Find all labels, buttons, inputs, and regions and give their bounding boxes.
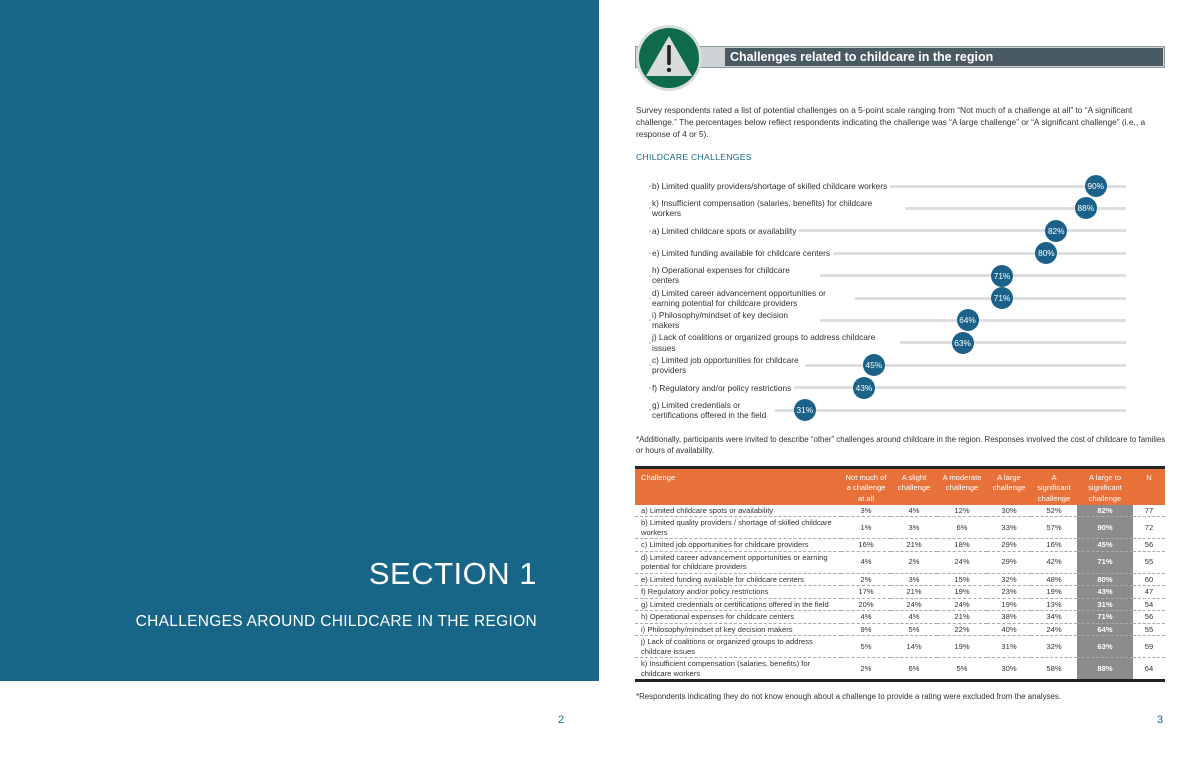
table-cell: 29% — [987, 539, 1031, 551]
table-cell: 4% — [841, 611, 891, 623]
challenges-table — [635, 466, 1165, 682]
table-cell: 3% — [891, 573, 937, 585]
table-summary-cell: 43% — [1077, 586, 1133, 598]
table-row — [635, 517, 1165, 539]
chart-category-label: b) Limited quality providers/shortage of skilled childcare workers — [652, 181, 890, 191]
table-header-cell: N — [1133, 468, 1165, 505]
chart-category-label: f) Regulatory and/or policy restrictions — [652, 383, 794, 393]
table-row-challenge: j) Lack of coalitions or organized groups to address childcare issues — [635, 636, 841, 658]
table-body — [635, 505, 1165, 681]
table-cell: 21% — [937, 611, 987, 623]
page-number-left: 2 — [558, 714, 565, 726]
table-cell: 77 — [1133, 505, 1165, 517]
warning-circle — [639, 28, 699, 88]
table-cell: 55 — [1133, 551, 1165, 573]
table-cell: 23% — [987, 586, 1031, 598]
table-cell: 19% — [937, 636, 987, 658]
table-cell: 2% — [891, 551, 937, 573]
table-cell: 31% — [987, 636, 1031, 658]
chart-tick-dot — [649, 185, 651, 187]
chart-value-bubble: 31% — [794, 399, 816, 421]
chart-category-label: a) Limited childcare spots or availability — [652, 226, 799, 236]
table-cell: 30% — [987, 658, 1031, 681]
table-cell: 64 — [1133, 658, 1165, 681]
table-cell: 24% — [1031, 623, 1077, 635]
table-cell: 6% — [891, 658, 937, 681]
chart-tick-dot — [649, 342, 651, 344]
chart-category-label: h) Operational expenses for childcare centers — [652, 265, 820, 286]
table-footnote: *Respondents indicating they do not know enough about a challenge to provide a rating were excluded from the analyses. — [636, 692, 1062, 701]
table-summary-cell: 71% — [1077, 551, 1133, 573]
chart-tick-dot — [649, 275, 651, 277]
warning-badge — [636, 25, 702, 91]
table-cell: 40% — [987, 623, 1031, 635]
other-challenges-note: *Additionally, participants were invited to describe “other” challenges around childcare in the region. Responses involved the cost of childcare to families or hours of availability. — [636, 435, 1166, 456]
table-row-challenge: i) Philosophy/mindset of key decision makers — [635, 623, 841, 635]
table-cell: 3% — [891, 517, 937, 539]
chart-category-label: j) Lack of coalitions or organized groups to address childcare issues — [652, 332, 900, 353]
table-cell: 29% — [987, 551, 1031, 573]
table-cell: 32% — [987, 573, 1031, 585]
table-row — [635, 539, 1165, 551]
table-row — [635, 586, 1165, 598]
table-row — [635, 611, 1165, 623]
section-title: SECTION 1 — [368, 556, 537, 591]
chart-value-bubble: 45% — [863, 354, 885, 376]
table-cell: 57% — [1031, 517, 1077, 539]
table-cell: 22% — [937, 623, 987, 635]
chart-category-label: i) Philosophy/mindset of key decision makers — [652, 310, 820, 331]
table-cell: 5% — [937, 658, 987, 681]
chart-tick-dot — [649, 364, 651, 366]
chart-tick-dot — [649, 409, 651, 411]
table-cell: 30% — [987, 505, 1031, 517]
table-cell: 16% — [841, 539, 891, 551]
table-row — [635, 636, 1165, 658]
chart-tick-dot — [649, 319, 651, 321]
table-cell: 60 — [1133, 573, 1165, 585]
table-cell: 9% — [841, 623, 891, 635]
table-cell: 56 — [1133, 539, 1165, 551]
table-cell: 12% — [937, 505, 987, 517]
table-row — [635, 598, 1165, 610]
table-cell: 38% — [987, 611, 1031, 623]
table-row — [635, 623, 1165, 635]
table-row — [635, 658, 1165, 681]
table-header-cell: A slight challenge — [891, 468, 937, 505]
table-header-row — [635, 468, 1165, 505]
table-row-challenge: a) Limited childcare spots or availability — [635, 505, 841, 517]
table-row-challenge: h) Operational expenses for childcare centers — [635, 611, 841, 623]
table-cell: 18% — [937, 539, 987, 551]
childcare-challenges-chart — [636, 168, 1136, 424]
section-subtitle: CHALLENGES AROUND CHILDCARE IN THE REGION — [135, 613, 537, 630]
table-summary-cell: 71% — [1077, 611, 1133, 623]
table-cell: 6% — [937, 517, 987, 539]
table-cell: 2% — [841, 573, 891, 585]
table-cell: 20% — [841, 598, 891, 610]
chart-value-bubble: 63% — [952, 332, 974, 354]
table-row — [635, 505, 1165, 517]
table-cell: 32% — [1031, 636, 1077, 658]
table-cell: 33% — [987, 517, 1031, 539]
table-row-challenge: d) Limited career advancement opportunities or earning potential for childcare providers — [635, 551, 841, 573]
table-row — [635, 551, 1165, 573]
table-row-challenge: c) Limited job opportunities for childcare providers — [635, 539, 841, 551]
table-cell: 19% — [987, 598, 1031, 610]
table-cell: 21% — [891, 586, 937, 598]
table-cell: 19% — [1031, 586, 1077, 598]
table-cell: 3% — [841, 505, 891, 517]
table-cell: 2% — [841, 658, 891, 681]
warning-icon — [639, 28, 699, 88]
table-header-cell: Not much of a challenge at all — [841, 468, 891, 505]
table-cell: 24% — [937, 551, 987, 573]
table-row-challenge: f) Regulatory and/or policy restrictions — [635, 586, 841, 598]
table-cell: 5% — [891, 623, 937, 635]
table-cell: 1% — [841, 517, 891, 539]
table-summary-cell: 45% — [1077, 539, 1133, 551]
table-header-cell: A large challenge — [987, 468, 1031, 505]
table-cell: 56 — [1133, 611, 1165, 623]
table-cell: 4% — [841, 551, 891, 573]
table-cell: 13% — [1031, 598, 1077, 610]
table-cell: 55 — [1133, 623, 1165, 635]
table-cell: 42% — [1031, 551, 1077, 573]
table-cell: 72 — [1133, 517, 1165, 539]
table-row-challenge: k) Insufficient compensation (salaries, benefits) for childcare workers — [635, 658, 841, 681]
chart-value-bubble: 71% — [991, 287, 1013, 309]
table-cell: 19% — [937, 586, 987, 598]
table-cell: 34% — [1031, 611, 1077, 623]
table-summary-cell: 64% — [1077, 623, 1133, 635]
chart-value-bubble: 82% — [1045, 220, 1067, 242]
table-cell: 47 — [1133, 586, 1165, 598]
section-banner-title: Challenges related to childcare in the region — [730, 50, 994, 64]
chart-tick-dot — [649, 387, 651, 389]
table-cell: 58% — [1031, 658, 1077, 681]
table-summary-cell: 31% — [1077, 598, 1133, 610]
table-summary-cell: 90% — [1077, 517, 1133, 539]
table-cell: 52% — [1031, 505, 1077, 517]
chart-category-label: e) Limited funding available for childcare centers — [652, 248, 833, 258]
table-cell: 4% — [891, 611, 937, 623]
table-row-challenge: b) Limited quality providers / shortage of skilled childcare workers — [635, 517, 841, 539]
chart-value-bubble: 71% — [991, 265, 1013, 287]
table-header-cell: Challenge — [635, 468, 841, 505]
table-cell: 54 — [1133, 598, 1165, 610]
chart-tick-dot — [649, 252, 651, 254]
chart-value-bubble: 88% — [1075, 197, 1097, 219]
section-cover-panel — [0, 0, 599, 681]
table-header-cell: A moderate challenge — [937, 468, 987, 505]
chart-value-bubble: 43% — [853, 377, 875, 399]
chart-category-label: c) Limited job opportunities for childcare providers — [652, 355, 805, 376]
table-cell: 21% — [891, 539, 937, 551]
table-row-challenge: e) Limited funding available for childcare centers — [635, 573, 841, 585]
table-cell: 48% — [1031, 573, 1077, 585]
chart-category-label: k) Insufficient compensation (salaries, benefits) for childcare workers — [652, 198, 905, 219]
table-cell: 24% — [937, 598, 987, 610]
table-cell: 24% — [891, 598, 937, 610]
table-cell: 5% — [841, 636, 891, 658]
intro-paragraph: Survey respondents rated a list of potential challenges on a 5-point scale ranging from “Not much of a challenge at all” to “A significant challenge.” The percentages below reflect respondents indicating the challenge was “A large challenge” or “A significant challenge” (i.e., a response of 4 or 5). — [636, 105, 1146, 140]
table-cell: 59 — [1133, 636, 1165, 658]
page-number-right: 3 — [1157, 714, 1164, 726]
table-header-cell: A large to significant challenge — [1077, 468, 1133, 505]
table-cell: 15% — [937, 573, 987, 585]
table-cell: 4% — [891, 505, 937, 517]
table-row — [635, 573, 1165, 585]
chart-tick-dot — [649, 297, 651, 299]
chart-value-bubble: 80% — [1035, 242, 1057, 264]
table-cell: 14% — [891, 636, 937, 658]
table-cell: 17% — [841, 586, 891, 598]
chart-heading: CHILDCARE CHALLENGES — [636, 152, 752, 162]
table-header-cell: A significant challenge — [1031, 468, 1077, 505]
chart-category-label: d) Limited career advancement opportunities or earning potential for childcare providers — [652, 288, 855, 309]
chart-tick-dot — [649, 230, 651, 232]
table-cell: 16% — [1031, 539, 1077, 551]
chart-value-bubble: 90% — [1085, 175, 1107, 197]
chart-value-bubble: 64% — [957, 309, 979, 331]
table-row-challenge: g) Limited credentials or certifications offered in the field — [635, 598, 841, 610]
chart-tick-dot — [649, 207, 651, 209]
table-summary-cell: 80% — [1077, 573, 1133, 585]
table-summary-cell: 82% — [1077, 505, 1133, 517]
table-summary-cell: 63% — [1077, 636, 1133, 658]
table-summary-cell: 88% — [1077, 658, 1133, 681]
chart-category-label: g) Limited credentials or certifications offered in the field — [652, 400, 775, 421]
